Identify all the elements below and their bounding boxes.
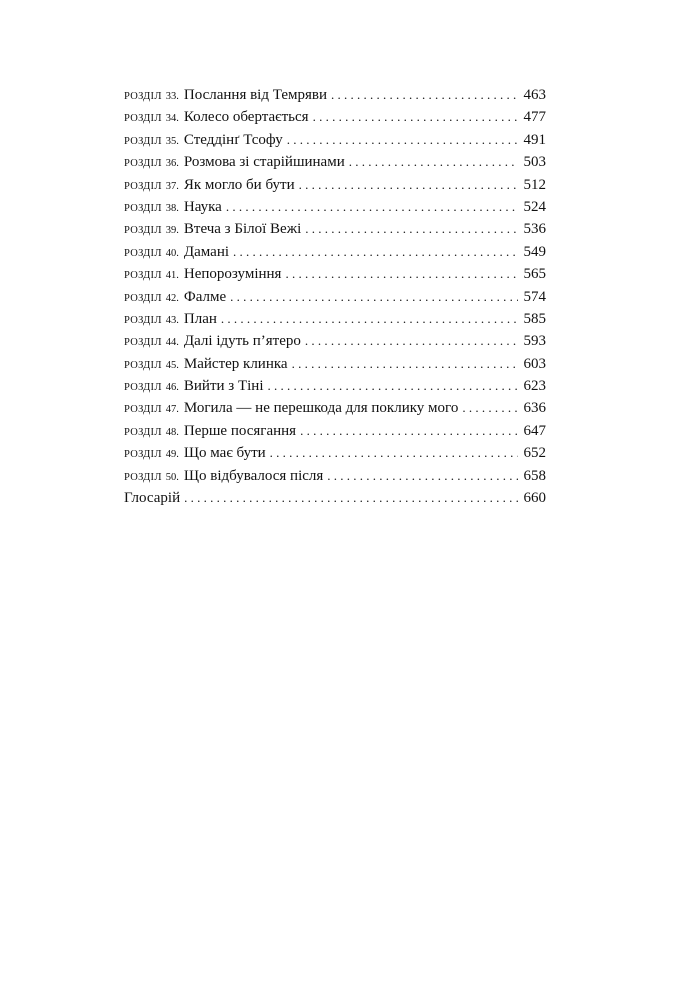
chapter-prefix: РОЗДІЛ: [124, 135, 162, 147]
dot-leader: [300, 420, 518, 442]
chapter-title: Розмова зі старійшинами: [183, 154, 345, 171]
page-number: 503: [523, 154, 546, 171]
page-number: 623: [523, 378, 546, 395]
page-number: 477: [523, 109, 546, 126]
dot-leader: [270, 442, 518, 464]
chapter-number: 49.: [165, 449, 179, 461]
chapter-title: Наука: [183, 198, 222, 215]
chapter-title: Фалме: [183, 288, 227, 305]
toc-entry[interactable]: [124, 106, 546, 128]
chapter-number: 50.: [165, 471, 179, 483]
chapter-prefix: РОЗДІЛ: [124, 449, 162, 461]
toc-entry[interactable]: [124, 308, 546, 330]
chapter-number: 42.: [165, 292, 179, 304]
page-number: 593: [523, 333, 546, 350]
dot-leader: [292, 353, 518, 375]
chapter-title: Перше посягання: [183, 422, 297, 439]
chapter-prefix: РОЗДІЛ: [124, 314, 162, 326]
chapter-number: 46.: [165, 382, 179, 394]
dot-leader: [305, 330, 518, 352]
dot-leader: [285, 263, 518, 285]
chapter-number: 33.: [165, 91, 179, 102]
chapter-prefix: РОЗДІЛ: [124, 471, 162, 483]
dot-leader: [305, 218, 518, 240]
dot-leader: [349, 151, 518, 173]
page-number: 524: [523, 198, 546, 215]
chapter-prefix: РОЗДІЛ: [124, 382, 162, 394]
chapter-title: Що відбувалося після: [183, 467, 324, 484]
chapter-prefix: РОЗДІЛ: [124, 202, 162, 214]
chapter-number: 47.: [165, 404, 179, 416]
chapter-number: 36.: [165, 158, 179, 170]
dot-leader: [184, 487, 518, 509]
toc-entry[interactable]: [124, 241, 546, 263]
page-number: 549: [523, 243, 546, 260]
chapter-prefix: РОЗДІЛ: [124, 158, 162, 170]
chapter-number: 40.: [165, 247, 179, 259]
chapter-number: 39.: [165, 225, 179, 237]
toc-entry[interactable]: [124, 375, 546, 397]
dot-leader: [267, 375, 518, 397]
chapter-number: 48.: [165, 426, 179, 438]
toc-entry[interactable]: [124, 151, 546, 173]
chapter-title: Непорозуміння: [183, 266, 282, 283]
dot-leader: [221, 308, 518, 330]
chapter-title: Як могло би бути: [183, 176, 295, 193]
dot-leader: [299, 174, 518, 196]
toc-entry[interactable]: [124, 397, 546, 419]
dot-leader: [331, 84, 518, 106]
toc-entry[interactable]: [124, 129, 546, 151]
page-number: 603: [523, 355, 546, 372]
chapter-title: Стеддінґ Тсофу: [183, 131, 283, 148]
toc-entry[interactable]: [124, 263, 546, 285]
chapter-number: 34.: [165, 113, 179, 125]
chapter-title: Далі ідуть п’ятеро: [183, 333, 301, 350]
chapter-title: Майстер клинка: [183, 355, 288, 372]
dot-leader: [226, 196, 518, 218]
page-number: 463: [523, 87, 546, 103]
page-number: 491: [523, 131, 546, 148]
chapter-prefix: РОЗДІЛ: [124, 113, 162, 125]
toc-entry[interactable]: [124, 442, 546, 464]
chapter-number: 43.: [165, 314, 179, 326]
chapter-number: 37.: [165, 180, 179, 192]
page-number: 647: [523, 422, 546, 439]
chapter-prefix: РОЗДІЛ: [124, 292, 162, 304]
chapter-number: 44.: [165, 337, 179, 349]
glossary-title: Глосарій: [124, 490, 181, 507]
chapter-title: Колесо обертається: [183, 109, 309, 126]
page-number: 565: [523, 266, 546, 283]
page-number: 585: [523, 310, 546, 327]
toc-entry[interactable]: [124, 353, 546, 375]
page-number: 652: [523, 445, 546, 462]
dot-leader: [462, 397, 518, 419]
chapter-title: План: [183, 310, 217, 327]
page-number: 536: [523, 221, 546, 238]
toc-entry[interactable]: [124, 330, 546, 352]
table-of-contents: [124, 84, 546, 509]
dot-leader: [230, 286, 518, 308]
chapter-title: Дамані: [183, 243, 230, 260]
chapter-prefix: РОЗДІЛ: [124, 91, 162, 102]
chapter-title: Могила — не перешкода для поклику мого: [183, 400, 459, 417]
toc-entry[interactable]: [124, 420, 546, 442]
page-number: 574: [523, 288, 546, 305]
chapter-number: 41.: [165, 270, 179, 282]
page-number: 636: [523, 400, 546, 417]
dot-leader: [233, 241, 518, 263]
chapter-title: Вийти з Тіні: [183, 378, 264, 395]
page-number: 658: [523, 467, 546, 484]
dot-leader: [327, 465, 518, 487]
chapter-prefix: РОЗДІЛ: [124, 337, 162, 349]
chapter-title: Що має бути: [183, 445, 266, 462]
chapter-prefix: РОЗДІЛ: [124, 180, 162, 192]
chapter-prefix: РОЗДІЛ: [124, 404, 162, 416]
toc-entry-glossary[interactable]: [124, 487, 546, 509]
chapter-prefix: РОЗДІЛ: [124, 225, 162, 237]
chapter-prefix: РОЗДІЛ: [124, 247, 162, 259]
toc-entry[interactable]: [124, 465, 546, 487]
dot-leader: [287, 129, 518, 151]
toc-entry[interactable]: [124, 174, 546, 196]
chapter-number: 45.: [165, 359, 179, 371]
chapter-prefix: РОЗДІЛ: [124, 270, 162, 282]
chapter-prefix: РОЗДІЛ: [124, 359, 162, 371]
dot-leader: [313, 106, 518, 128]
chapter-prefix: РОЗДІЛ: [124, 426, 162, 438]
toc-entry[interactable]: [124, 286, 546, 308]
toc-entry[interactable]: [124, 84, 546, 106]
toc-entry[interactable]: [124, 196, 546, 218]
page-number: 512: [523, 176, 546, 193]
page-number: 660: [523, 490, 546, 507]
toc-entry[interactable]: [124, 218, 546, 240]
chapter-title: Послання від Темряви: [183, 87, 327, 103]
chapter-number: 35.: [165, 135, 179, 147]
chapter-number: 38.: [165, 202, 179, 214]
chapter-title: Втеча з Білої Вежі: [183, 221, 302, 238]
